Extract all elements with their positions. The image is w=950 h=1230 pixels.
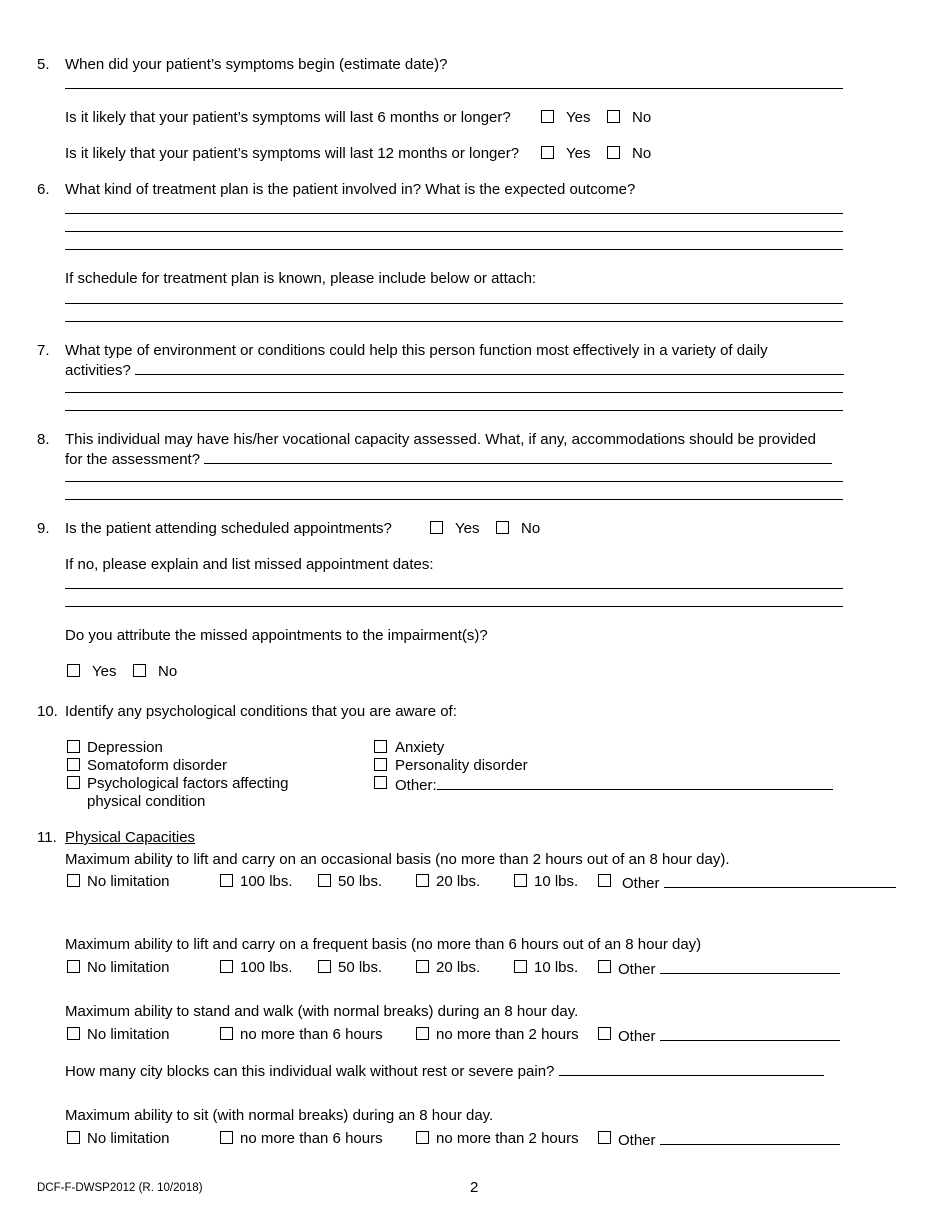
q10-anxiety-label: Anxiety	[395, 739, 445, 756]
q10-depression-checkbox[interactable]	[67, 740, 80, 753]
lift-occasional-50-label: 50 lbs.	[338, 873, 383, 890]
lift-frequent-no-limitation-label: No limitation	[87, 959, 170, 976]
blocks-answer-input[interactable]	[559, 1061, 824, 1076]
q9-number: 9.	[37, 520, 50, 537]
stand-walk-no-limitation-checkbox[interactable]	[67, 1027, 80, 1040]
lift-occasional-20-checkbox[interactable]	[416, 874, 429, 887]
q6-schedule-line[interactable]	[65, 303, 843, 304]
q9-sub2-yes-label: Yes	[92, 663, 117, 680]
lift-occasional-other-row	[622, 873, 896, 893]
q8-answer-line[interactable]	[204, 449, 832, 464]
q11-blocks-question: How many city blocks can this individual walk without rest or severe pain?	[65, 1063, 555, 1080]
q10-psych-factors-label-cont: physical condition	[87, 793, 206, 810]
q10-psych-factors-checkbox[interactable]	[67, 776, 80, 789]
q10-number: 10.	[37, 703, 58, 720]
q7-answer-line[interactable]	[65, 410, 843, 411]
q8-answer-line[interactable]	[65, 481, 843, 482]
q5-number: 5.	[37, 56, 50, 73]
q5-sub2-no-label: No	[632, 145, 652, 162]
stand-walk-6-hours-checkbox[interactable]	[220, 1027, 233, 1040]
stand-walk-2-hours-label: no more than 2 hours	[436, 1026, 579, 1043]
stand-walk-other-label: Other	[618, 1028, 656, 1045]
sit-other-input[interactable]	[660, 1130, 840, 1145]
q11-lift-frequent-question: Maximum ability to lift and carry on a frequent basis (no more than 6 hours out of an 8 hour day)	[65, 936, 702, 953]
sit-2-hours-checkbox[interactable]	[416, 1131, 429, 1144]
q9-explain-line[interactable]	[65, 606, 843, 607]
q10-personality-checkbox[interactable]	[374, 758, 387, 771]
lift-occasional-other-input[interactable]	[664, 873, 896, 888]
q6-answer-line[interactable]	[65, 213, 843, 214]
sit-other-label: Other	[618, 1132, 656, 1149]
lift-occasional-10-label: 10 lbs.	[534, 873, 579, 890]
lift-occasional-no-limitation-checkbox[interactable]	[67, 874, 80, 887]
lift-occasional-100-checkbox[interactable]	[220, 874, 233, 887]
lift-frequent-100-label: 100 lbs.	[240, 959, 293, 976]
lift-occasional-10-checkbox[interactable]	[514, 874, 527, 887]
q5-sub1-yes-label: Yes	[566, 109, 591, 126]
q5-sub1-question: Is it likely that your patient’s symptoms will last 6 months or longer?	[65, 109, 511, 126]
lift-frequent-50-checkbox[interactable]	[318, 960, 331, 973]
lift-occasional-other-checkbox[interactable]	[598, 874, 611, 887]
q6-schedule-line[interactable]	[65, 321, 843, 322]
q9-sub1-question: If no, please explain and list missed appointment dates:	[65, 556, 434, 573]
footer-page-number: 2	[470, 1179, 479, 1196]
stand-walk-6-hours-label: no more than 6 hours	[240, 1026, 383, 1043]
q5-sub2-no-checkbox[interactable]	[607, 146, 620, 159]
lift-frequent-100-checkbox[interactable]	[220, 960, 233, 973]
q5-sub2-question: Is it likely that your patient’s symptoms will last 12 months or longer?	[65, 145, 520, 162]
lift-frequent-10-checkbox[interactable]	[514, 960, 527, 973]
q9-no-label: No	[521, 520, 541, 537]
q7-number: 7.	[37, 342, 50, 359]
q9-yes-checkbox[interactable]	[430, 521, 443, 534]
stand-walk-other-row	[618, 1026, 840, 1046]
lift-frequent-other-row	[618, 959, 840, 979]
q10-question: Identify any psychological conditions that you are aware of:	[65, 703, 457, 720]
lift-frequent-50-label: 50 lbs.	[338, 959, 383, 976]
q9-sub2-question: Do you attribute the missed appointments to the impairment(s)?	[65, 627, 488, 644]
q5-sub1-yes-checkbox[interactable]	[541, 110, 554, 123]
sit-2-hours-label: no more than 2 hours	[436, 1130, 579, 1147]
q9-sub2-yes-checkbox[interactable]	[67, 664, 80, 677]
q11-blocks-row	[65, 1061, 824, 1081]
footer-form-id: DCF-F-DWSP2012 (R. 10/2018)	[37, 1182, 203, 1194]
q9-yes-label: Yes	[455, 520, 480, 537]
q10-somatoform-label: Somatoform disorder	[87, 757, 228, 774]
q7-question-line1: What type of environment or conditions could help this person function most effectively in a variety of daily	[65, 342, 768, 359]
lift-frequent-other-label: Other	[618, 961, 656, 978]
sit-6-hours-checkbox[interactable]	[220, 1131, 233, 1144]
q8-question-line2	[65, 449, 832, 469]
lift-frequent-20-label: 20 lbs.	[436, 959, 481, 976]
q9-sub2-no-label: No	[158, 663, 178, 680]
sit-no-limitation-label: No limitation	[87, 1130, 170, 1147]
q6-answer-line[interactable]	[65, 249, 843, 250]
q11-lift-occasional-question: Maximum ability to lift and carry on an occasional basis (no more than 2 hours out of an 8 hour day).	[65, 851, 730, 868]
q9-no-checkbox[interactable]	[496, 521, 509, 534]
q10-somatoform-checkbox[interactable]	[67, 758, 80, 771]
q11-stand-walk-question: Maximum ability to stand and walk (with normal breaks) during an 8 hour day.	[65, 1003, 579, 1020]
q5-sub2-yes-label: Yes	[566, 145, 591, 162]
q9-explain-line[interactable]	[65, 588, 843, 589]
q8-question-text: for the assessment?	[65, 451, 201, 468]
q10-depression-label: Depression	[87, 739, 163, 756]
q8-number: 8.	[37, 431, 50, 448]
lift-frequent-other-checkbox[interactable]	[598, 960, 611, 973]
stand-walk-2-hours-checkbox[interactable]	[416, 1027, 429, 1040]
lift-occasional-100-label: 100 lbs.	[240, 873, 293, 890]
q11-title: Physical Capacities	[65, 829, 196, 846]
sit-6-hours-label: no more than 6 hours	[240, 1130, 383, 1147]
q7-answer-line[interactable]	[135, 360, 844, 375]
q6-answer-line[interactable]	[65, 231, 843, 232]
q10-personality-label: Personality disorder	[395, 757, 528, 774]
stand-walk-no-limitation-label: No limitation	[87, 1026, 170, 1043]
q8-answer-line[interactable]	[65, 499, 843, 500]
q9-sub2-no-checkbox[interactable]	[133, 664, 146, 677]
sit-other-checkbox[interactable]	[598, 1131, 611, 1144]
q10-other-input[interactable]	[437, 775, 833, 790]
q6-sub-question: If schedule for treatment plan is known, please include below or attach:	[65, 270, 537, 287]
lift-frequent-no-limitation-checkbox[interactable]	[67, 960, 80, 973]
q7-question-line2	[65, 360, 844, 380]
lift-occasional-20-label: 20 lbs.	[436, 873, 481, 890]
lift-frequent-20-checkbox[interactable]	[416, 960, 429, 973]
q5-sub1-no-checkbox[interactable]	[607, 110, 620, 123]
q10-psych-factors-label: Psychological factors affecting	[87, 775, 289, 792]
stand-walk-other-input[interactable]	[660, 1026, 840, 1041]
stand-walk-other-checkbox[interactable]	[598, 1027, 611, 1040]
q7-question-text: activities?	[65, 362, 131, 379]
q10-other-checkbox[interactable]	[374, 776, 387, 789]
sit-no-limitation-checkbox[interactable]	[67, 1131, 80, 1144]
q5-sub2-yes-checkbox[interactable]	[541, 146, 554, 159]
lift-occasional-50-checkbox[interactable]	[318, 874, 331, 887]
q5-answer-line[interactable]	[65, 88, 843, 89]
q8-question-line1: This individual may have his/her vocational capacity assessed. What, if any, accommodations should be provided	[65, 431, 816, 448]
q10-other-label: Other:	[395, 777, 437, 794]
lift-frequent-10-label: 10 lbs.	[534, 959, 579, 976]
q9-question: Is the patient attending scheduled appointments?	[65, 520, 392, 537]
q5-question: When did your patient’s symptoms begin (estimate date)?	[65, 56, 448, 73]
sit-other-row	[618, 1130, 840, 1150]
lift-occasional-no-limitation-label: No limitation	[87, 873, 170, 890]
q10-anxiety-checkbox[interactable]	[374, 740, 387, 753]
q10-other-row	[395, 775, 833, 795]
q11-number: 11.	[37, 829, 57, 846]
lift-occasional-other-label: Other	[622, 875, 660, 892]
q5-sub1-no-label: No	[632, 109, 652, 126]
q7-answer-line[interactable]	[65, 392, 843, 393]
q6-number: 6.	[37, 181, 50, 198]
q6-question: What kind of treatment plan is the patient involved in? What is the expected outcome?	[65, 181, 636, 198]
q11-sit-question: Maximum ability to sit (with normal breaks) during an 8 hour day.	[65, 1107, 494, 1124]
lift-frequent-other-input[interactable]	[660, 959, 840, 974]
